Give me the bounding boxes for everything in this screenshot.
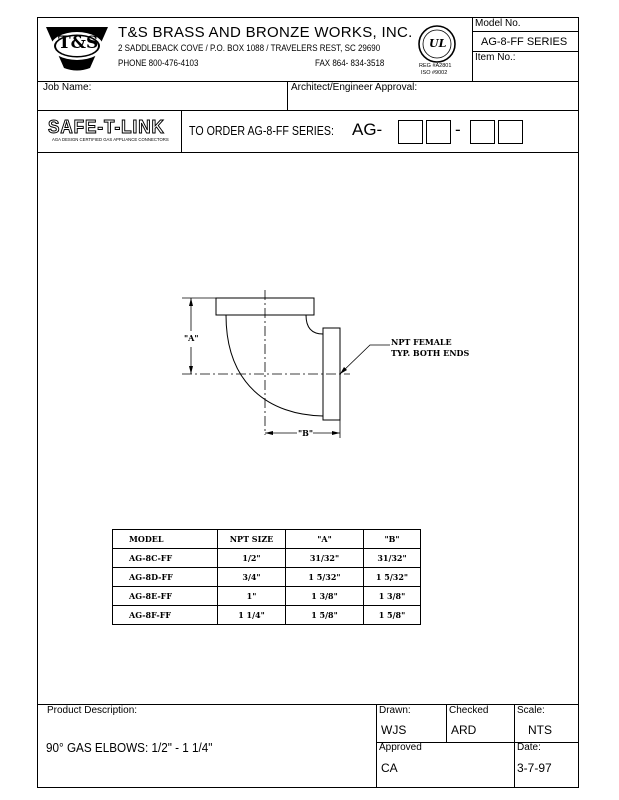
company-address: 2 SADDLEBACK COVE / P.O. BOX 1088 / TRAVELERS REST, SC 29690 [118,43,381,53]
model-no-label: Model No. [475,18,521,29]
iso-registration: ISO #9002 [421,70,448,76]
npt-female-note: NPT FEMALE [391,337,452,347]
approved-label: Approved [379,742,422,753]
table-cell-model: AG-8C-FF [113,549,218,568]
scale-label: Scale: [517,705,545,716]
dimension-table [112,529,421,625]
scale-value: NTS [528,723,552,737]
table-cell-a: 31/32" [286,549,364,568]
table-row [113,587,421,606]
table-header-row [113,530,421,549]
company-phone: PHONE 800-476-4103 [118,58,199,68]
checked-label: Checked [449,705,489,716]
drawn-value: WJS [381,723,407,737]
product-description-label: Product Description: [47,705,138,716]
architect-approval-label: Architect/Engineer Approval: [291,82,418,93]
order-code-box-2[interactable] [426,120,451,144]
table-row [113,549,421,568]
checked-value: ARD [451,723,477,737]
table-cell-b: 31/32" [364,549,421,568]
table-cell-a: 1 5/8" [286,606,364,625]
table-cell-npt-size: 3/4" [218,568,286,587]
item-no-label: Item No.: [475,52,516,63]
order-dash: - [455,120,461,139]
product-description-value: 90° GAS ELBOWS: 1/2" - 1 1/4" [46,740,213,755]
order-label: TO ORDER AG-8-FF SERIES: [189,123,334,138]
job-divider [37,110,579,111]
job-architect-divider [287,81,288,110]
company-name: T&S BRASS AND BRONZE WORKS, INC. [118,24,413,41]
order-code-box-1[interactable] [398,120,423,144]
table-header-a: "A" [286,530,364,549]
table-cell-b: 1 5/32" [364,568,421,587]
table-cell-model: AG-8F-FF [113,606,218,625]
table-cell-a: 1 3/8" [286,587,364,606]
safe-t-link-logo: SAFE-T-LINK [48,117,165,137]
date-value: 3-7-97 [517,761,552,775]
order-code-box-4[interactable] [498,120,523,144]
approved-value: CA [381,761,398,775]
footer-drawn-divider [446,704,447,742]
elbow-drawing [180,290,450,450]
table-row [113,568,421,587]
table-cell-npt-size: 1 1/4" [218,606,286,625]
table-cell-npt-size: 1" [218,587,286,606]
table-cell-model: AG-8E-FF [113,587,218,606]
ul-text: UL [429,37,447,50]
table-cell-model: AG-8D-FF [113,568,218,587]
table-header-b: "B" [364,530,421,549]
table-cell-a: 1 5/32" [286,568,364,587]
dimension-b-label: "B" [298,428,314,438]
table-header-model: MODEL [113,530,218,549]
model-no-value: AG-8-FF SERIES [481,36,568,48]
dimension-a-label: "A" [184,333,199,343]
footer-desc-divider [376,704,377,788]
header-model-divider [472,17,473,81]
table-header-npt-size: NPT SIZE [218,530,286,549]
logo-text: T&S [58,33,99,53]
drawn-label: Drawn: [379,705,411,716]
table-cell-npt-size: 1/2" [218,549,286,568]
order-divider [37,152,579,153]
safe-t-link-tagline: AGA DESIGN CERTIFIED GAS APPLIANCE CONNECTORS [52,137,169,142]
company-fax: FAX 864- 834-3518 [315,58,385,68]
table-cell-b: 1 5/8" [364,606,421,625]
table-row [113,606,421,625]
date-label: Date: [517,742,541,753]
ul-registration: REG #A2801 [419,63,452,69]
footer-scale-divider [514,704,515,788]
order-brand-divider [181,110,182,152]
model-label-divider [472,31,579,32]
order-code-box-3[interactable] [470,120,495,144]
job-name-label: Job Name: [43,82,92,93]
order-prefix: AG- [352,120,383,139]
both-ends-note: TYP. BOTH ENDS [391,348,470,358]
table-cell-b: 1 3/8" [364,587,421,606]
